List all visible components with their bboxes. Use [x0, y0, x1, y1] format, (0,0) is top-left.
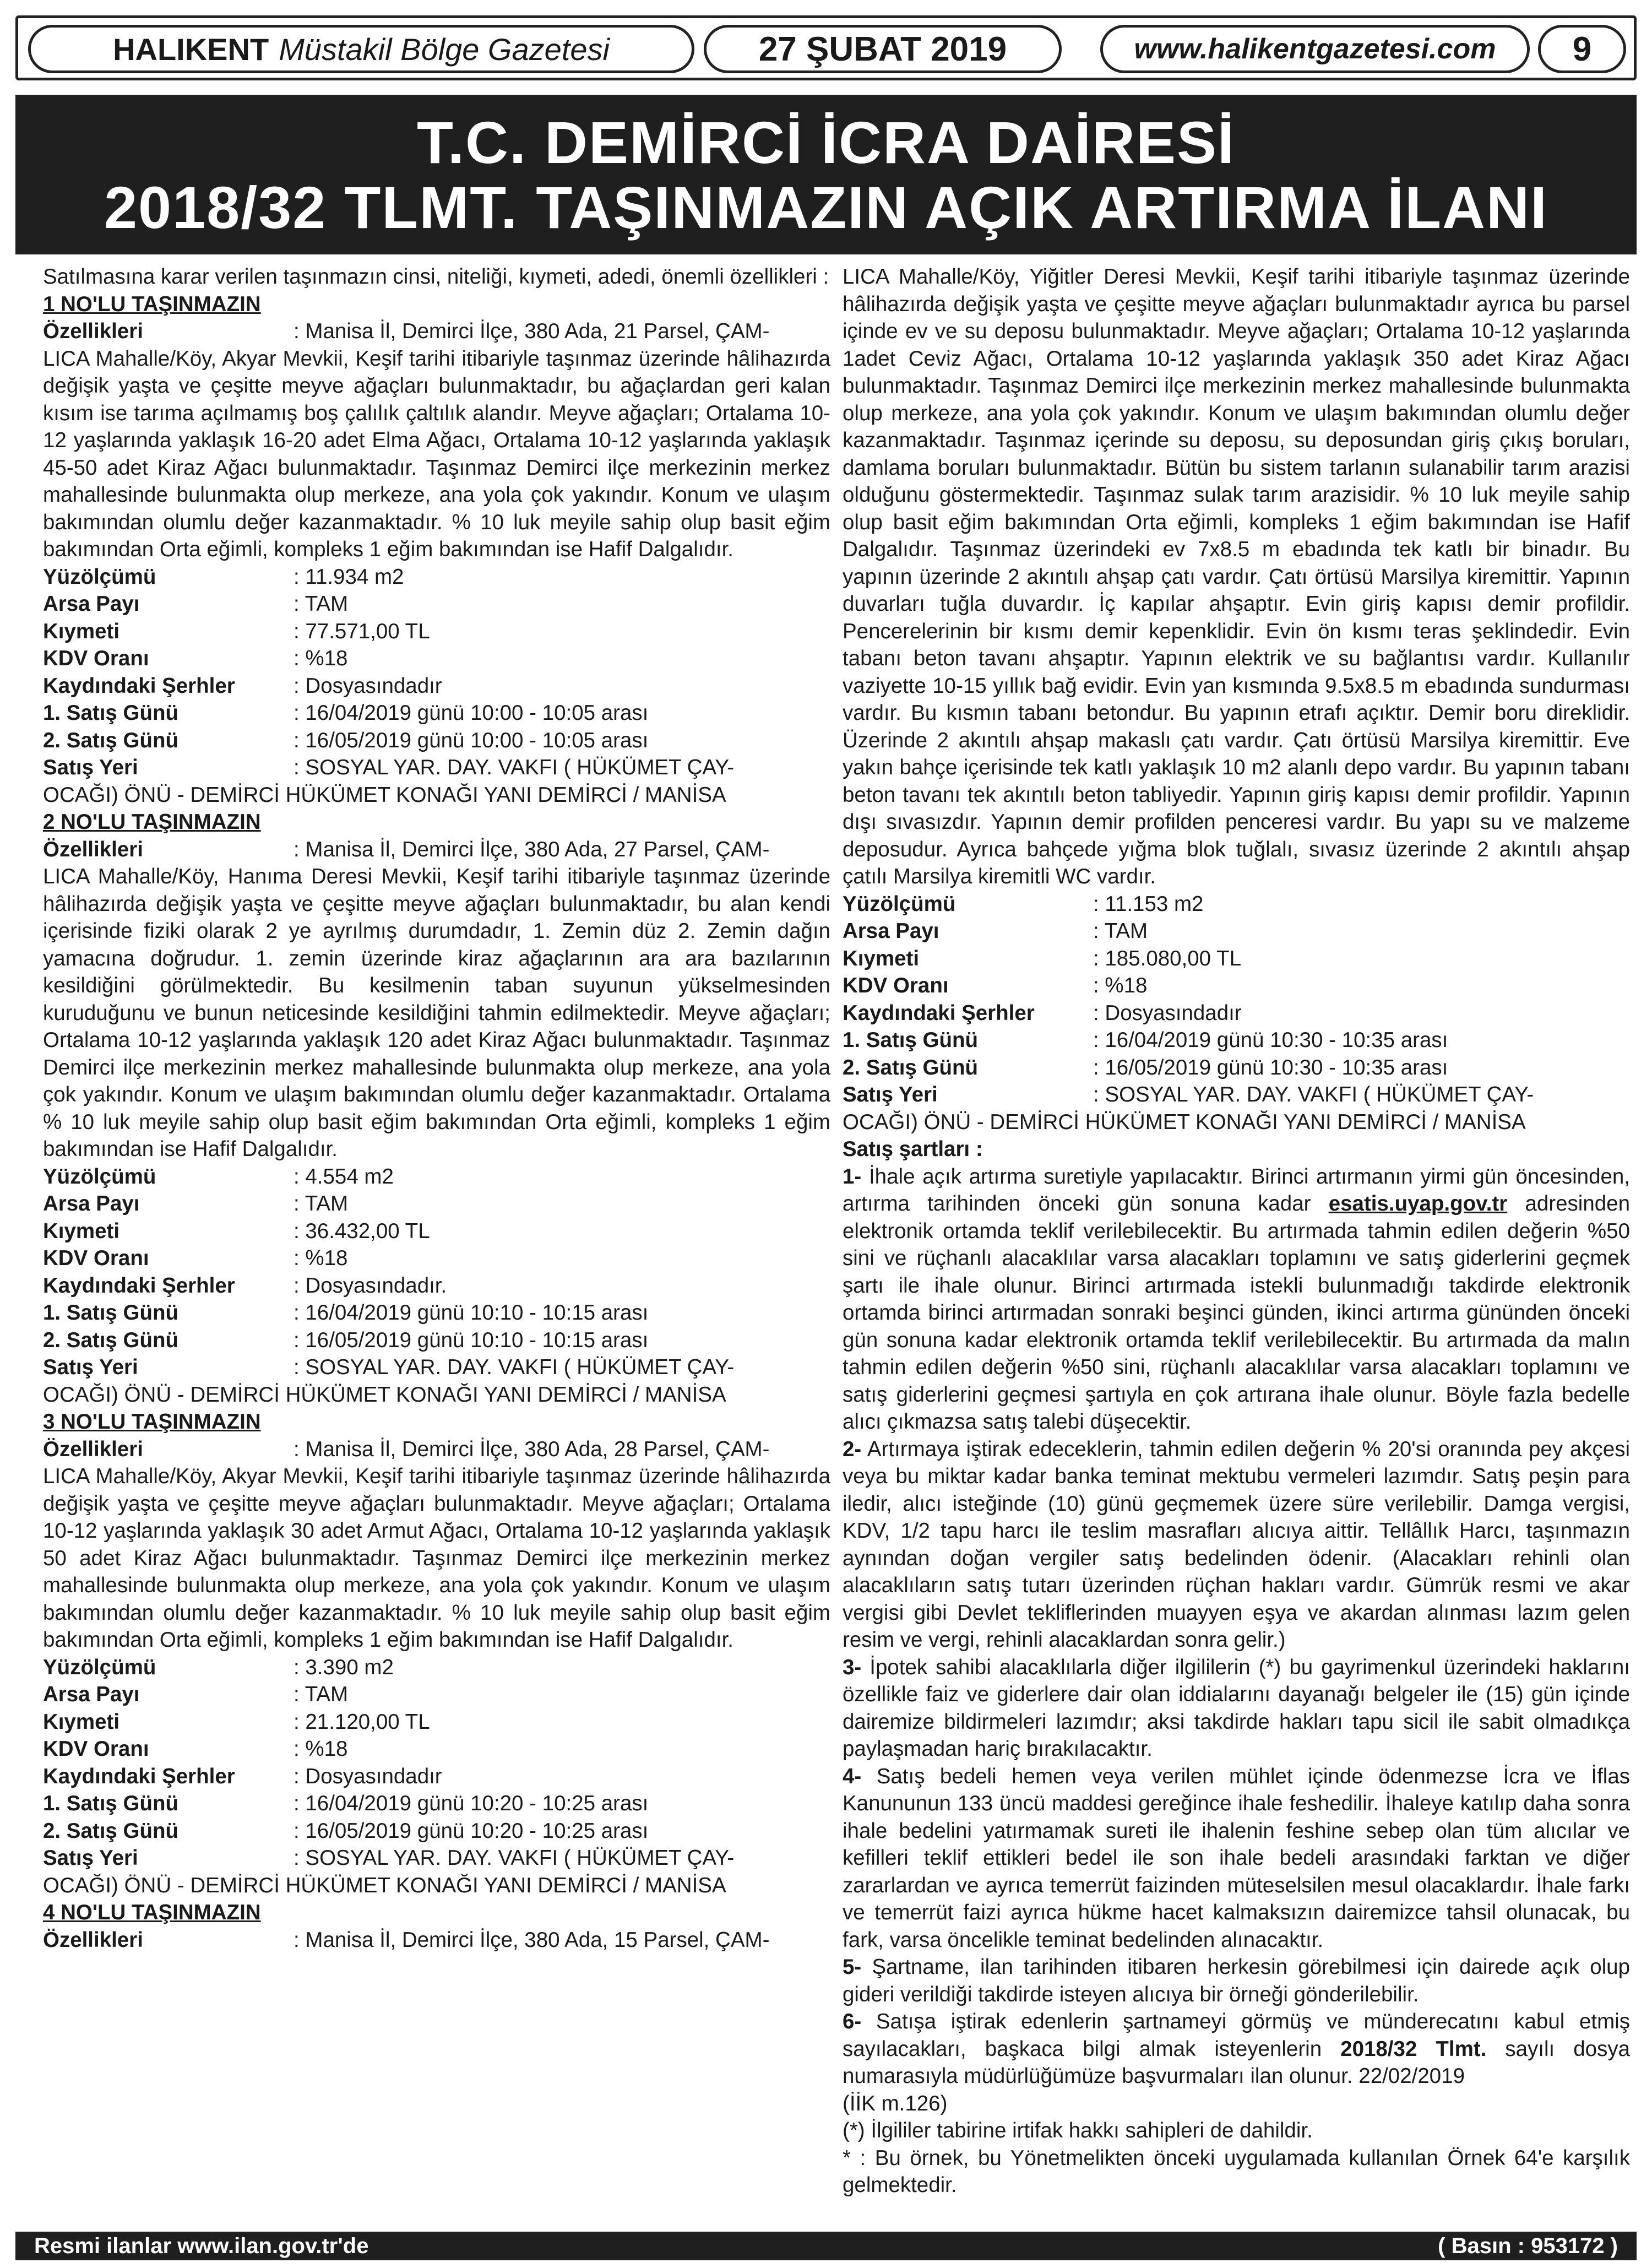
condition-2	[843, 1436, 1630, 1654]
value-serhler: : Dosyasındadır	[294, 674, 442, 698]
value-arsa-payi: : TAM	[1093, 919, 1148, 943]
value-serhler: : Dosyasındadır	[294, 1764, 442, 1788]
issue-date: 27 ŞUBAT 2019	[704, 25, 1062, 73]
file-number: 2018/32 Tlmt.	[1340, 2037, 1487, 2061]
note-2: * : Bu örnek, bu Yönetmelikten önceki uygulamada kullanılan Örnek 64'e karşılık gelmektedir.	[843, 2146, 1630, 2197]
note-1: (*) İlgililer tabirine irtifak hakkı sahipleri de dahildir.	[843, 2119, 1313, 2142]
label-satis-yeri: Satış Yeri	[843, 1083, 938, 1106]
label-ozellikleri: Özellikleri	[43, 319, 143, 343]
label-satis1: 1. Satış Günü	[843, 1028, 979, 1052]
label-kdv: KDV Oranı	[43, 1246, 149, 1270]
value-serhler: : Dosyasındadır.	[294, 1273, 447, 1298]
label-ozellikleri: Özellikleri	[43, 1437, 143, 1461]
value-kdv: : %18	[294, 1737, 348, 1761]
condition-5-text: Şartname, ilan tarihinden itibaren herkesin görebilmesi için dairede açık olup gideri verildiği takdirde isteyen alıcıya bir örneği gönderilebilir.	[843, 1955, 1630, 2006]
footer-press-number: ( Basın : 953172 )	[1438, 2233, 1618, 2258]
label-satis1: 1. Satış Günü	[43, 701, 179, 725]
label-kiymeti: Kıymeti	[43, 619, 120, 643]
label-serhler: Kaydındaki Şerhler	[843, 1001, 1035, 1025]
newspaper-subtitle: Müstakil Bölge Gazetesi	[279, 31, 610, 67]
label-serhler: Kaydındaki Şerhler	[43, 1764, 235, 1788]
ozellik-first: : Manisa İl, Demirci İlçe, 380 Ada, 15 Parsel, ÇAM-	[294, 1928, 770, 1952]
value-satis-yeri-rest: OCAĞI) ÖNÜ - DEMİRCİ HÜKÜMET KONAĞI YANI DEMİRCİ / MANİSA	[43, 1382, 726, 1407]
value-satis2: : 16/05/2019 günü 10:10 - 10:15 arası	[294, 1328, 649, 1352]
label-ozellikleri: Özellikleri	[43, 837, 143, 861]
ozellik-text: LICA Mahalle/Köy, Hanıma Deresi Mevkii, Keşif tarihi itibariyle taşınmaz üzerinde hâlihazırda değişik yaşta ve çeşitte meyve ağaçları bulunmaktadır, bu alan kendi içerisinde fiziki olarak 2 ye ayrılmış durumdadır, 1. Zemin düz 2. Zemin dağın yamacına doğrudur. 1. zemin üzerinde kiraz ağaçlarının ara ara bazılarının kesildiğini görülmektedir. Bu kesilmenin taban suyunun yükselmesinden kuruduğunu ve bunun neticesinde kesildiğini tahmin edilmektedir. Meyve ağaçları; Ortalama 10-12 yaşlarında yaklaşık 120 adet Kiraz Ağacı bulunmaktadır. Taşınmaz Demirci ilçe merkezinin merkez mahallesinde bulunmakta olup merkeze, ana yola çok yakındır. Konum ve ulaşım bakımından olumlu değer kazanmaktadır. Ortalama % 10 luk meyile sahip olup basit eğim bakımından Orta eğimli, kompleks 1 eğim bakımından ise Hafif Dalgalıdır.	[43, 865, 830, 1161]
label-arsa-payi: Arsa Payı	[43, 1192, 140, 1216]
label-arsa-payi: Arsa Payı	[43, 592, 140, 616]
label-yuzolcumu: Yüzölçümü	[43, 1164, 156, 1189]
value-satis1: : 16/04/2019 günü 10:10 - 10:15 arası	[294, 1301, 649, 1325]
intro-text: Satılmasına karar verilen taşınmazın cinsi, niteliği, kıymeti, adedi, önemli özellikleri :	[43, 265, 829, 289]
condition-6-text-b: sayılı dosya numarasıyla müdürlüğümüze başvurmaları ilan olunur. 22/02/2019	[843, 2037, 1630, 2088]
value-serhler: : Dosyasındadır	[1093, 1001, 1242, 1025]
website-link[interactable]: www.halikentgazetesi.com	[1100, 25, 1530, 73]
property-heading: 1 NO'LU TAŞINMAZIN	[43, 292, 261, 316]
condition-number: 5-	[843, 1955, 862, 1979]
value-yuzolcumu: : 3.390 m2	[294, 1655, 394, 1679]
condition-4	[843, 1763, 1630, 1954]
condition-6-text-a: Satışa iştirak edenlerin şartnameyi görmüş ve münderecatını kabul etmiş sayılacakları, başkaca bilgi almak isteyenlerin	[843, 2010, 1630, 2061]
condition-number: 1-	[843, 1164, 862, 1189]
value-satis-yeri-rest: OCAĞI) ÖNÜ - DEMİRCİ HÜKÜMET KONAĞI YANI DEMİRCİ / MANİSA	[43, 783, 726, 807]
label-satis1: 1. Satış Günü	[43, 1792, 179, 1815]
newspaper-name	[28, 25, 694, 73]
condition-number: 2-	[843, 1437, 862, 1461]
condition-6	[843, 2008, 1630, 2090]
condition-1-text-b: adresinden elektronik ortamda teklif verilebilecektir. Bu artırmada tahmin edilen değerin %50 sini ve rüçhanlı alacaklılar varsa alacakları toplamını ve satış giderlerini geçmek şartı ile ihale olunur. Birinci artırmada istekli bulunmadığı takdirde elektronik ortamda birinci artırmadan sonraki beşinci günden, ikinci artırma gününden önceki gün sonuna kadar elektronik ortamda teklif verilebilecektir. Bu artırmada da malın tahmin edilen değerin %50 sini, rüçhanlı alacaklılar varsa alacakları toplamını ve satış giderlerini geçmesi şartıyla en çok artırana ihale olunur. Böyle fazla bedelle alıcı çıkmazsa satış talebi düşecektir.	[843, 1192, 1630, 1434]
value-satis2: : 16/05/2019 günü 10:30 - 10:35 arası	[1093, 1055, 1448, 1079]
property-heading: 2 NO'LU TAŞINMAZIN	[43, 810, 261, 834]
condition-5	[843, 1954, 1630, 2008]
value-satis1: : 16/04/2019 günü 10:00 - 10:05 arası	[294, 701, 649, 725]
label-satis1: 1. Satış Günü	[43, 1301, 179, 1325]
footer-bar	[15, 2232, 1637, 2260]
ozellik-text: LICA Mahalle/Köy, Akyar Mevkii, Keşif tarihi itibariyle taşınmaz üzerinde hâlihazırda değişik yaşta ve çeşitte meyve ağaçları bulunmaktadır, bu ağaçlardan geri kalan kısım ise tarıma açılmamış boş çalılık çaltılık alandır. Meyve ağaçları; Ortalama 10-12 yaşlarında yaklaşık 16-20 adet Elma Ağacı, Ortalama 10-12 yaşlarında yaklaşık 45-50 adet Kiraz Ağacı bulunmaktadır. Taşınmaz Demirci ilçe merkezinin merkez mahallesinde bulunmakta olup merkeze, ana yola çok yakındır. Konum ve ulaşım bakımından olumlu değer kazanmaktadır. % 10 luk meyile sahip olup basit eğim bakımından Orta eğimli, kompleks 1 eğim bakımından ise Hafif Dalgalıdır.	[43, 346, 830, 561]
left-column	[43, 263, 830, 1954]
label-serhler: Kaydındaki Şerhler	[43, 1273, 235, 1298]
banner-title-line1: T.C. DEMİRCİ İCRA DAİRESİ	[416, 109, 1236, 176]
label-satis-yeri: Satış Yeri	[43, 756, 138, 779]
condition-4-text: Satış bedeli hemen veya verilen mühlet içinde ödenmezse İcra ve İflas Kanununun 133 üncü maddesi gereğince ihale feshedilir. İhaleye katılıp daha sonra ihale bedelini yatırmamak sureti ile ihalenin feshine sebep olan tüm alıcılar ve kefilleri teklif ettikleri bedel ile son ihale bedeli arasındaki farktan ve diğer zararlardan ve ayrıca temerrüt faizinden müteselsilen mesul olacaklardır. İhale farkı ve temerrüt faizi ayrıca hükme hacet kalmaksızın dairemizce tahsil olunacak, bu fark, varsa öncelikle teminat bedelinden alınacaktır.	[843, 1764, 1630, 1952]
law-reference: (İİK m.126)	[843, 2091, 948, 2115]
label-serhler: Kaydındaki Şerhler	[43, 674, 235, 698]
value-kiymeti: : 36.432,00 TL	[294, 1219, 430, 1243]
announcement-banner	[15, 95, 1637, 254]
value-yuzolcumu: : 4.554 m2	[294, 1164, 394, 1189]
value-kiymeti: : 21.120,00 TL	[294, 1710, 430, 1734]
label-kiymeti: Kıymeti	[43, 1710, 120, 1734]
condition-number: 6-	[843, 2010, 862, 2033]
label-ozellikleri: Özellikleri	[43, 1928, 143, 1952]
value-arsa-payi: : TAM	[294, 1192, 349, 1216]
value-kdv: : %18	[294, 1246, 348, 1270]
value-satis1: : 16/04/2019 günü 10:20 - 10:25 arası	[294, 1792, 649, 1815]
esatis-link[interactable]: esatis.uyap.gov.tr	[1328, 1192, 1508, 1216]
masthead-bar	[15, 15, 1637, 80]
label-yuzolcumu: Yüzölçümü	[43, 1655, 156, 1679]
value-satis1: : 16/04/2019 günü 10:30 - 10:35 arası	[1093, 1028, 1448, 1052]
condition-number: 4-	[843, 1764, 862, 1788]
value-satis-yeri-rest: OCAĞI) ÖNÜ - DEMİRCİ HÜKÜMET KONAĞI YANI DEMİRCİ / MANİSA	[43, 1873, 726, 1897]
ozellik-text: LICA Mahalle/Köy, Akyar Mevkii, Keşif tarihi itibariyle taşınmaz üzerinde hâlihazırda değişik yaşta ve çeşitte meyve ağaçları bulunmaktadır. Meyve ağaçları; Ortalama 10-12 yaşlarında yaklaşık 30 adet Armut Ağacı, Ortalama 10-12 yaşlarında yaklaşık 50 adet Kiraz Ağacı bulunmaktadır. Taşınmaz Demirci ilçe merkezinin merkez mahallesinde bulunmakta olup merkeze, ana yola çok yakındır. Konum ve ulaşım bakımından olumlu değer kazanmaktadır. % 10 luk meyile sahip olup basit eğim bakımından Orta eğimli, kompleks 1 eğim bakımından ise Hafif Dalgalıdır.	[43, 1464, 830, 1652]
newspaper-name-bold: HALIKENT	[113, 31, 269, 67]
property-heading: 3 NO'LU TAŞINMAZIN	[43, 1410, 261, 1434]
value-satis-yeri: : SOSYAL YAR. DAY. VAKFI ( HÜKÜMET ÇAY-	[294, 1355, 735, 1379]
ozellik-first: : Manisa İl, Demirci İlçe, 380 Ada, 28 Parsel, ÇAM-	[294, 1437, 770, 1461]
value-kiymeti: : 185.080,00 TL	[1093, 946, 1242, 970]
property-3	[43, 1408, 830, 1899]
condition-3	[843, 1654, 1630, 1763]
condition-number: 3-	[843, 1655, 862, 1679]
conditions-title: Satış şartları :	[843, 1137, 983, 1161]
label-yuzolcumu: Yüzölçümü	[843, 892, 956, 916]
label-kdv: KDV Oranı	[43, 1737, 149, 1761]
property-4-start	[43, 1899, 830, 1954]
page-number: 9	[1538, 25, 1626, 73]
value-satis2: : 16/05/2019 günü 10:20 - 10:25 arası	[294, 1819, 649, 1843]
label-satis2: 2. Satış Günü	[43, 1819, 179, 1843]
label-satis-yeri: Satış Yeri	[43, 1846, 138, 1870]
property-1	[43, 291, 830, 809]
condition-2-text: Artırmaya iştirak edeceklerin, tahmin edilen değerin % 20'si oranında pey akçesi veya bu miktar kadar banka teminat mektubu vermeleri lazımdır. Satış peşin para iledir, alıcı isteğinde (10) günü geçmemek üzere süre verilebilir. Damga vergisi, KDV, 1/2 tapu harcı ile teslim masrafları alıcıya aittir. Tellâllık Harcı, taşınmazın aynından doğan vergiler satış bedelinden ödenir. (Alacakları rehinli olan alacaklıların satış tutarı üzerinden rüçhan hakları vardır. Gümrük resmi ve akar vergisi gibi Devlet tekliflerinden muayyen eşya ve akardan alınması lazım gelen resim ve vergi, rehinli alacaklardan sonra gelir.)	[843, 1437, 1630, 1652]
condition-3-text: İpotek sahibi alacaklılarla diğer ilgililerin (*) bu gayrimenkul üzerindeki haklarını özellikle faiz ve giderlere dair olan iddialarını dayanağı belgeler ile (15) gün içinde dairemize bildirmeleri lazımdır; aksi takdirde hakları tapu sicil ile sabit olmadıkça paylaşmadan hariç bırakılacaktır.	[843, 1655, 1630, 1761]
value-kdv: : %18	[294, 647, 348, 670]
label-satis2: 2. Satış Günü	[43, 728, 179, 752]
label-satis2: 2. Satış Günü	[43, 1328, 179, 1352]
value-satis2: : 16/05/2019 günü 10:00 - 10:05 arası	[294, 728, 649, 752]
label-satis2: 2. Satış Günü	[843, 1055, 979, 1079]
label-arsa-payi: Arsa Payı	[843, 919, 939, 943]
property-heading: 4 NO'LU TAŞINMAZIN	[43, 1901, 261, 1924]
value-arsa-payi: : TAM	[294, 1683, 349, 1706]
property-4-ozellik-text: LICA Mahalle/Köy, Yiğitler Deresi Mevkii, Keşif tarihi itibariyle taşınmaz üzerinde hâlihazırda değişik yaşta ve çeşitte meyve ağaçları bulunmaktadır ayrıca bu parsel içinde ev ve su deposu bulunmaktadır. Meyve ağaçları; Ortalama 10-12 yaşlarında 1adet Ceviz Ağacı, Ortalama 10-12 yaşlarında yaklaşık 350 adet Kiraz Ağacı bulunmaktadır. Taşınmaz Demirci ilçe merkezinin merkez mahallesinde bulunmakta olup merkeze, ana yola çok yakındır. Konum ve ulaşım bakımından olumlu değer kazanmaktadır. Taşınmaz içerinde su deposu, su deposundan giriş çıkış boruları, damlama boruları bulunmaktadır. Bütün bu sistem tarlanın sulanabilir tarım arazisi olduğunu göstermektedir. Taşınmaz sulak tarım arazisidir. % 10 luk meyile sahip olup basit eğim bakımından Orta eğimli, kompleks 1 eğim bakımından ise Hafif Dalgalıdır. Taşınmaz üzerindeki ev 7x8.5 m ebadında tek katlı bir binadır. Bu yapının üzerinde 2 akıntılı ahşap çatı vardır. Çatı örtüsü Marsilya kiremittir. Yapının duvarları tuğla duvardır. İç kapılar ahşaptır. Evin giriş kapısı demir profildir. Pencerelerinin bir kısmı demir kepenklidir. Evin ön kısmı teras şeklindedir. Evin tabanı beton tavanı ahşaptır. Yapının elektrik ve su bağlantısı vardır. Kullanılır vaziyette 10-15 yıllık bağ evidir. Evin yan kısmında 9.5x8.5 m ebadında sundurması vardır. Bu kısmın tabanı betondur. Bu yapının etrafı açıktır. Demir boru direklidir. Üzerinde 2 akıntılı ahşap makaslı çatı vardır. Çatı örtüsü Marsilya kiremittir. Eve yakın bahçe içerisinde tek katlı yaklaşık 10 m2 alanlı depo vardır. Bu yapının tabanı beton tavanı tek akıntılı beton tabliyedir. Yapının giriş kapısı demir profildir. Yapının dışı sıvasızdır. Yapının demir profilden penceresi vardır. Bu yapı su ve malzeme deposudur. Ayrıca bahçede yığma blok tuğlalı, sıvasız üzerinde 2 akıntılı ahşap çatılı Marsilya kiremitli WC vardır.	[843, 265, 1630, 888]
value-yuzolcumu: : 11.934 m2	[294, 565, 404, 589]
value-satis-yeri-rest: OCAĞI) ÖNÜ - DEMİRCİ HÜKÜMET KONAĞI YANI DEMİRCİ / MANİSA	[843, 1110, 1526, 1134]
condition-1-text-a: İhale açık artırma suretiyle yapılacaktır. Birinci artırmanın yirmi gün öncesinden, artırma tarihinden önceki gün sonuna kadar	[843, 1164, 1630, 1216]
property-2	[43, 809, 830, 1408]
footer-left-text: Resmi ilanlar www.ilan.gov.tr'de	[34, 2233, 369, 2258]
value-yuzolcumu: : 11.153 m2	[1093, 892, 1204, 916]
banner-title-line2: 2018/32 TLMT. TAŞINMAZIN AÇIK ARTIRMA İLANI	[104, 174, 1548, 241]
value-kdv: : %18	[1093, 974, 1148, 997]
ozellik-first: : Manisa İl, Demirci İlçe, 380 Ada, 21 Parsel, ÇAM-	[294, 319, 770, 343]
value-kiymeti: : 77.571,00 TL	[294, 619, 430, 643]
condition-1	[843, 1163, 1630, 1436]
value-arsa-payi: : TAM	[294, 592, 349, 616]
label-kiymeti: Kıymeti	[843, 946, 920, 970]
value-satis-yeri: : SOSYAL YAR. DAY. VAKFI ( HÜKÜMET ÇAY-	[294, 756, 735, 779]
label-arsa-payi: Arsa Payı	[43, 1683, 140, 1706]
ozellik-first: : Manisa İl, Demirci İlçe, 380 Ada, 27 Parsel, ÇAM-	[294, 837, 770, 861]
label-yuzolcumu: Yüzölçümü	[43, 565, 156, 589]
value-satis-yeri: : SOSYAL YAR. DAY. VAKFI ( HÜKÜMET ÇAY-	[1093, 1083, 1534, 1106]
right-column	[843, 263, 1630, 2199]
label-kdv: KDV Oranı	[843, 974, 949, 997]
label-satis-yeri: Satış Yeri	[43, 1355, 138, 1379]
label-kiymeti: Kıymeti	[43, 1219, 120, 1243]
label-kdv: KDV Oranı	[43, 647, 149, 670]
value-satis-yeri: : SOSYAL YAR. DAY. VAKFI ( HÜKÜMET ÇAY-	[294, 1846, 735, 1870]
